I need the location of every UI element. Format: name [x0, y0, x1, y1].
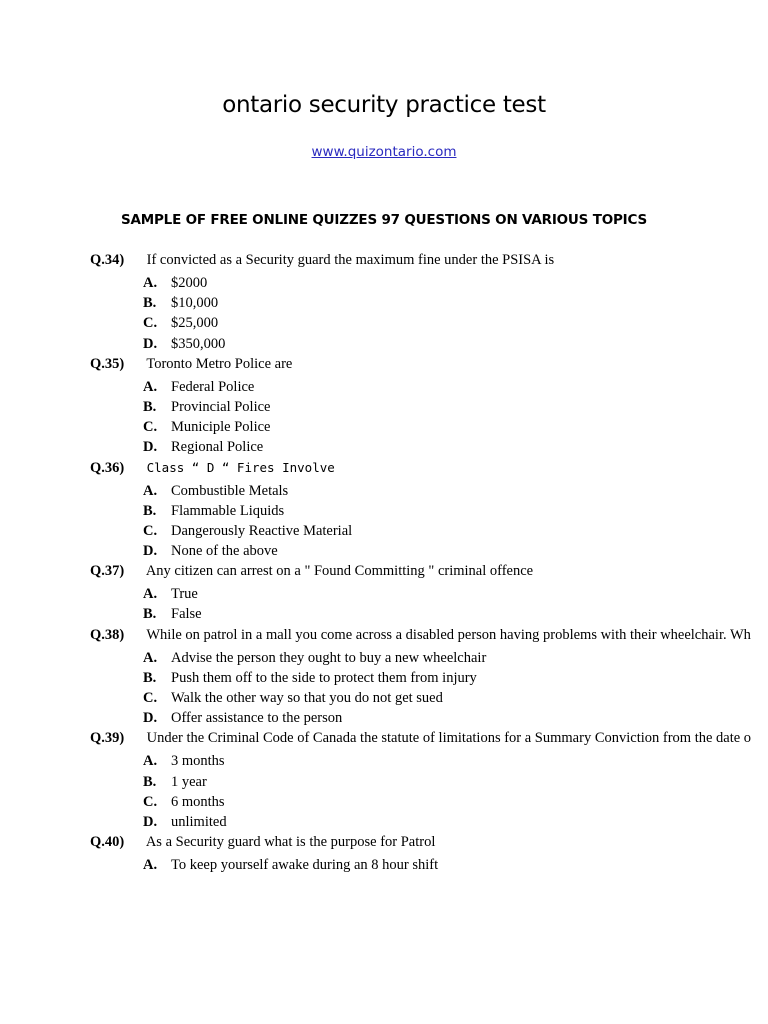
- option-list: [90, 273, 768, 354]
- option-letter: A.: [143, 857, 158, 874]
- option-letter: A.: [143, 482, 158, 499]
- option-text: False: [171, 606, 202, 623]
- question-number: Q.34): [90, 252, 125, 268]
- option-item: [90, 417, 768, 437]
- option-letter: D.: [143, 710, 158, 727]
- option-item: [90, 668, 768, 688]
- option-item: [90, 855, 768, 875]
- option-letter: B.: [143, 773, 157, 790]
- option-list: [90, 648, 768, 729]
- question-35: [90, 354, 768, 458]
- option-text: $350,000: [171, 335, 226, 352]
- question-39: [90, 728, 768, 832]
- option-letter: A.: [143, 275, 158, 291]
- question-text: Class “ D “ Fires Involve: [146, 459, 335, 475]
- option-text: $10,000: [171, 295, 219, 312]
- option-item: [90, 313, 768, 333]
- option-item: [90, 377, 768, 397]
- option-letter: C.: [143, 690, 158, 706]
- question-row: [90, 832, 768, 855]
- option-item: [90, 293, 768, 313]
- option-item: [90, 334, 768, 354]
- option-letter: C.: [143, 315, 158, 332]
- option-text: Federal Police: [171, 378, 255, 395]
- option-letter: D.: [143, 335, 158, 352]
- option-letter: D.: [143, 439, 158, 456]
- option-item: [90, 397, 768, 417]
- option-letter: C.: [143, 793, 158, 810]
- question-number: Q.35): [90, 355, 125, 372]
- option-text: Push them off to the side to protect them from injury: [171, 669, 477, 686]
- option-text: Walk the other way so that you do not get sued: [171, 690, 443, 706]
- document-subtitle: SAMPLE OF FREE ONLINE QUIZZES 97 QUESTIONS ON VARIOUS TOPICS: [120, 212, 647, 228]
- option-text: unlimited: [171, 813, 227, 830]
- option-text: $2000: [171, 275, 208, 291]
- option-text: Dangerously Reactive Material: [171, 522, 353, 539]
- option-letter: C.: [143, 522, 158, 539]
- option-list: [90, 751, 768, 832]
- question-number: Q.39): [90, 730, 125, 747]
- question-number: Q.38): [90, 626, 125, 643]
- option-text: Provincial Police: [171, 398, 271, 415]
- option-item: [90, 708, 768, 728]
- option-item: [90, 751, 768, 771]
- option-item: [90, 648, 768, 668]
- option-letter: A.: [143, 753, 158, 770]
- option-text: None of the above: [171, 543, 278, 560]
- question-text: Under the Criminal Code of Canada the statute of limitations for a Summary Conviction from the date o: [146, 730, 752, 747]
- question-row: [90, 354, 768, 377]
- option-letter: B.: [143, 398, 157, 415]
- option-letter: D.: [143, 813, 158, 830]
- option-list: [90, 481, 768, 562]
- option-text: True: [171, 586, 198, 603]
- option-item: [90, 772, 768, 792]
- option-item: [90, 584, 768, 604]
- option-list: [90, 377, 768, 458]
- option-item: [90, 604, 768, 624]
- option-text: Advise the person they ought to buy a new wheelchair: [171, 649, 487, 666]
- option-item: [90, 688, 768, 708]
- question-text: As a Security guard what is the purpose for Patrol: [145, 834, 436, 851]
- option-letter: B.: [143, 669, 157, 686]
- option-item: [90, 812, 768, 832]
- option-list: [90, 584, 768, 624]
- quiz-question-list: [90, 250, 768, 875]
- question-row: [90, 561, 768, 584]
- question-text: While on patrol in a mall you come across a disabled person having problems with their wheelchair. Wh: [146, 626, 751, 643]
- option-item: [90, 273, 768, 293]
- question-34: [90, 250, 768, 354]
- option-list: [90, 855, 768, 875]
- option-text: Regional Police: [171, 439, 264, 456]
- option-text: 6 months: [171, 793, 225, 810]
- option-text: 3 months: [171, 753, 225, 770]
- option-item: [90, 521, 768, 541]
- question-36: [90, 458, 768, 562]
- question-number: Q.40): [90, 834, 125, 851]
- option-letter: A.: [143, 586, 158, 603]
- question-number: Q.37): [90, 563, 125, 580]
- question-text: Any citizen can arrest on a " Found Committing " criminal offence: [145, 563, 534, 580]
- option-text: 1 year: [171, 773, 207, 790]
- question-row: [90, 728, 768, 751]
- option-letter: C.: [143, 419, 158, 436]
- option-item: [90, 541, 768, 561]
- question-text: If convicted as a Security guard the maximum fine under the PSISA is: [146, 252, 555, 268]
- option-text: Flammable Liquids: [171, 502, 285, 519]
- option-item: [90, 437, 768, 457]
- option-text: Offer assistance to the person: [171, 710, 343, 727]
- question-row: [90, 458, 768, 481]
- option-letter: D.: [143, 543, 158, 560]
- question-row: [90, 250, 768, 273]
- option-letter: A.: [143, 649, 158, 666]
- option-letter: B.: [143, 295, 157, 312]
- option-letter: B.: [143, 502, 157, 519]
- option-letter: B.: [143, 606, 157, 623]
- option-text: To keep yourself awake during an 8 hour shift: [171, 857, 439, 874]
- option-letter: A.: [143, 378, 158, 395]
- option-text: Combustible Metals: [171, 482, 289, 499]
- website-link[interactable]: www.quizontario.com: [311, 144, 457, 160]
- option-item: [90, 501, 768, 521]
- question-text: Toronto Metro Police are: [146, 355, 293, 372]
- option-text: Municiple Police: [171, 419, 271, 436]
- question-38: [90, 625, 768, 729]
- page-title: ontario security practice test: [222, 92, 546, 118]
- option-item: [90, 792, 768, 812]
- question-row: [90, 625, 768, 648]
- option-item: [90, 481, 768, 501]
- question-number: Q.36): [90, 459, 125, 476]
- option-text: $25,000: [171, 315, 219, 332]
- question-37: [90, 561, 768, 624]
- question-40: [90, 832, 768, 875]
